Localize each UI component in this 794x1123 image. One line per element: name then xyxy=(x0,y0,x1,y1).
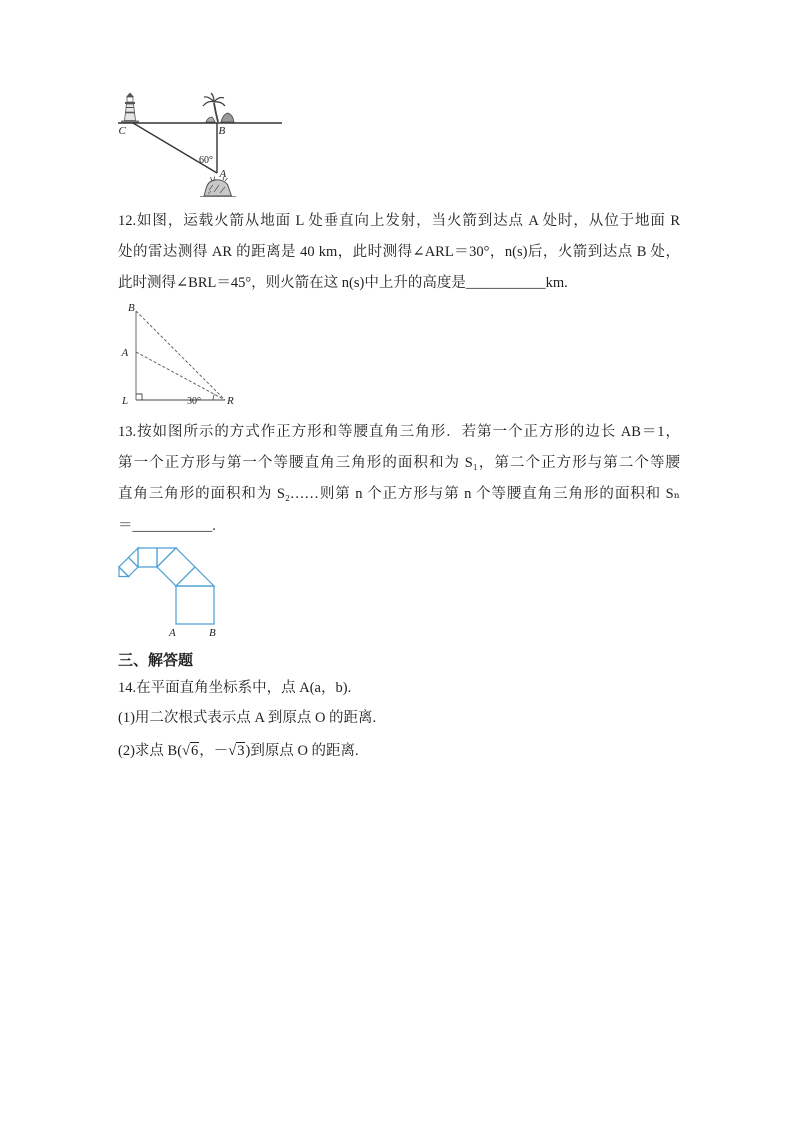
point-label-b: B xyxy=(128,302,135,314)
right-angle-mark xyxy=(136,394,142,400)
point-label-r: R xyxy=(227,395,234,407)
q14-part-1: (1)用二次根式表示点 A 到原点 O 的距离. xyxy=(118,710,377,726)
point-label-b: B xyxy=(218,125,226,137)
q14-part-2-suffix: )到原点 O 的距离. xyxy=(245,743,359,759)
rocket-radar-figure xyxy=(116,298,240,410)
q13-line-2: 第一个正方形与第一个等腰直角三角形的面积和为 S₁，第二个正方形与第二个等腰 xyxy=(118,455,680,471)
angle-label-30: 30° xyxy=(187,396,201,407)
q14-stem: 14.在平面直角坐标系中，点 A(a，b). xyxy=(118,680,352,696)
radical-sign: √ xyxy=(182,743,191,759)
angle-arc-r xyxy=(213,394,214,400)
triangle-2 xyxy=(157,548,176,567)
segment-br-dashed xyxy=(136,311,225,400)
point-label-a: A xyxy=(169,627,176,639)
island-rock-icon xyxy=(200,177,236,197)
square-2 xyxy=(157,548,195,586)
radicand-3: 3 xyxy=(237,743,245,759)
square-spiral-figure xyxy=(112,542,224,642)
point-label-a: A xyxy=(121,347,129,359)
square-4 xyxy=(119,558,138,577)
triangle-3 xyxy=(129,548,139,567)
triangle-1 xyxy=(176,567,214,586)
point-label-a: A xyxy=(219,168,227,180)
point-label-l: L xyxy=(122,395,129,407)
q13-line-1: 13.按如图所示的方式作正方形和等腰直角三角形．若第一个正方形的边长 AB＝1， xyxy=(118,424,680,440)
point-label-c: C xyxy=(118,125,126,137)
segment-ar-dashed xyxy=(136,352,225,400)
q12-line-2: 处的雷达测得 AR 的距离是 40 km，此时测得∠ARL＝30°，n(s)后，火箭到达点 B 处， xyxy=(118,244,680,260)
point-label-b: B xyxy=(209,627,216,639)
q14-part-2-separator: ，－ xyxy=(199,743,229,759)
lighthouse-island-figure xyxy=(110,88,290,200)
section-heading: 三、解答题 xyxy=(118,653,194,669)
q13-line-3: 直角三角形的面积和为 S₂……则第 n 个正方形与第 n 个等腰直角三角形的面积和 Sₙ xyxy=(118,486,680,502)
palm-tree-icon xyxy=(203,93,234,122)
lighthouse-icon xyxy=(121,93,139,123)
radical-sign: √ xyxy=(228,743,237,759)
q12-line-1: 12.如图，运载火箭从地面 L 处垂直向上发射，当火箭到达点 A 处时，从位于地面 R xyxy=(118,213,680,229)
radicand-6: 6 xyxy=(191,743,199,759)
q14-part-2 xyxy=(118,742,680,760)
square-3 xyxy=(138,548,157,567)
angle-label-60: 60° xyxy=(199,155,213,166)
triangle-4 xyxy=(119,567,129,577)
q14-part-2-prefix: (2)求点 B( xyxy=(118,743,183,759)
q13-line-4: ＝___________. xyxy=(118,518,216,534)
q12-line-3: 此时测得∠BRL＝45°，则火箭在这 n(s)中上升的高度是___________km. xyxy=(118,275,568,291)
square-1 xyxy=(176,586,214,624)
